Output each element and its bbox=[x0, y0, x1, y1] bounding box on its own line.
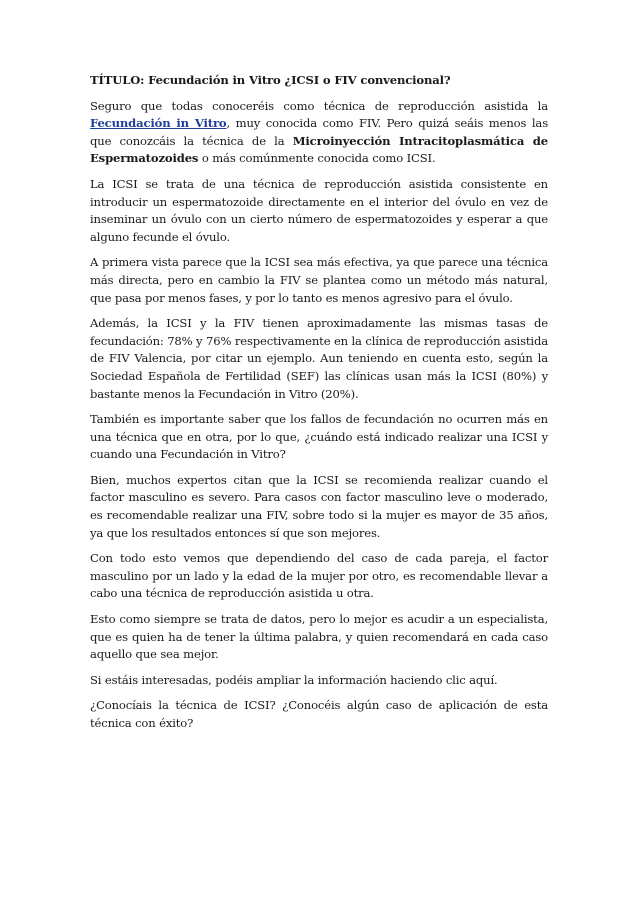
paragraph-closing-question: ¿Conocíais la técnica de ICSI? ¿Conocéis algún caso de aplicación de esta técnica con éxito? bbox=[90, 698, 548, 730]
paragraph-intro-text-3: o más comúnmente conocida como ICSI. bbox=[198, 151, 436, 166]
paragraph-icsi-definition: La ICSI se trata de una técnica de reproducción asistida consistente en introducir un espermatozoide directamente en el interior del óvulo en vez de inseminar un óvulo con un cierto número de espermatozoides y esperar a que alguno fecunde el óvulo. bbox=[90, 176, 548, 244]
paragraph-expert-recommendation: Bien, muchos expertos citan que la ICSI se recomienda realizar cuando el factor masculino es severo. Para casos con factor masculino leve o moderado, es recomendable realizar una FIV, sobre todo si la mujer es mayor de 35 años, ya que los resultados entonces sí que son mejores. bbox=[90, 472, 548, 540]
paragraph-more-info: Si estáis interesadas, podéis ampliar la información haciendo clic aquí. bbox=[90, 672, 498, 687]
paragraph-consult-specialist: Esto como siempre se trata de datos, pero lo mejor es acudir a un especialista, que es quien ha de tener la última palabra, y quien recomendará en cada caso aquello que sea mejor. bbox=[90, 612, 548, 662]
paragraph-intro bbox=[90, 98, 548, 168]
paragraph-fertilization-rates: Además, la ICSI y la FIV tienen aproximadamente las mismas tasas de fecundación: 78% y 76% respectivamente en la clínica de reproducción asistida de FIV Valencia, por citar un ejemplo. Aun teniendo en cuenta esto, según la Sociedad Española de Fertilidad (SEF) las clínicas usan más la ICSI (80%) y bastante menos la Fecundación in Vitro (20%). bbox=[90, 316, 548, 401]
document-title: TÍTULO: Fecundación in Vitro ¿ICSI o FIV convencional? bbox=[90, 73, 451, 87]
paragraph-fertilization-failures: También es importante saber que los fallos de fecundación no ocurren más en una técnica que en otra, por lo que, ¿cuándo está indicado realizar una ICSI y cuando una Fecundación in Vitro? bbox=[90, 412, 548, 462]
paragraph-intro-text-1: Seguro que todas conoceréis como técnica de reproducción asistida la bbox=[90, 98, 548, 113]
paragraph-intro-bold-term: Microinyección Intracitoplasmática de Espermatozoides bbox=[90, 133, 548, 166]
fecundacion-in-vitro-link[interactable]: Fecundación in Vitro bbox=[90, 116, 227, 131]
paragraph-effectiveness: A primera vista parece que la ICSI sea más efectiva, ya que parece una técnica más directa, pero en cambio la FIV se plantea como un método más natural, que pasa por menos fases, y por lo tanto es menos agresivo para el óvulo. bbox=[90, 255, 548, 305]
paragraph-depends-on-case: Con todo esto vemos que dependiendo del caso de cada pareja, el factor masculino por un lado y la edad de la mujer por otro, es recomendable llevar a cabo una técnica de reproducción asistida u otra. bbox=[90, 551, 548, 601]
paragraph-intro-text-2: , muy conocida como FIV. Pero quizá seáis menos las que conozcáis la técnica de la bbox=[90, 116, 548, 148]
document-body bbox=[90, 72, 548, 741]
